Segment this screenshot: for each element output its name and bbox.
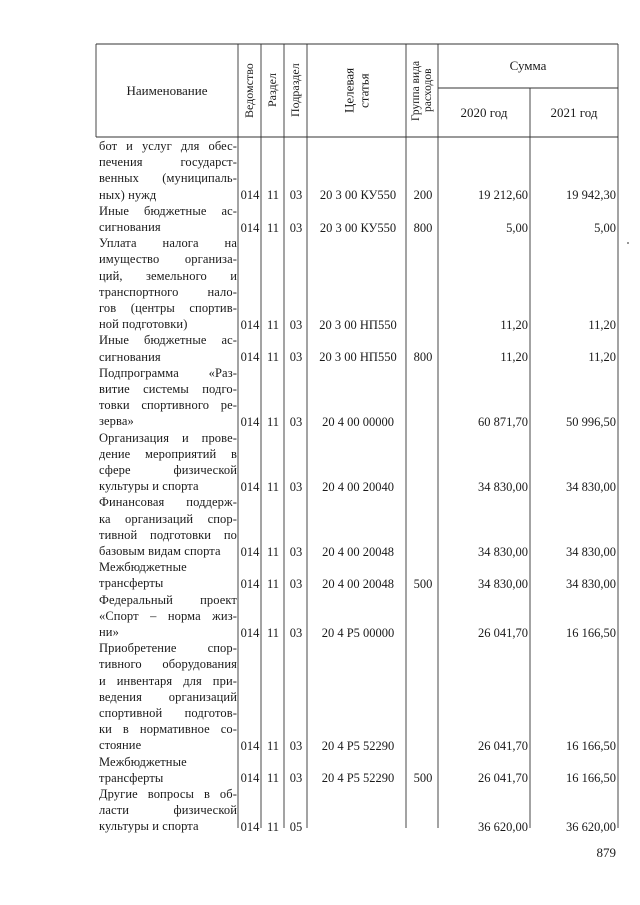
row-celevaya-statya: 20 3 00 КУ550: [319, 188, 397, 203]
row-name: [99, 332, 237, 364]
row-name-line: «Спорт – норма жиз-: [99, 608, 237, 623]
row-sum-2020: 26 041,70: [478, 771, 528, 786]
row-sum-2020: 11,20: [500, 350, 528, 365]
row-podrazdel: 03: [289, 350, 303, 365]
row-name: [99, 203, 237, 235]
row-sum-2020: 19 212,60: [478, 188, 528, 203]
row-name: [99, 592, 237, 641]
row-podrazdel: 03: [289, 317, 303, 332]
row-celevaya-statya: 20 3 00 НП550: [319, 350, 397, 365]
row-name-line: Организация и прове-: [99, 430, 237, 445]
row-name: [99, 494, 237, 559]
row-sum-2021: 34 830,00: [566, 544, 616, 559]
row-sum-2021: 16 166,50: [566, 738, 616, 753]
row-razdel: 11: [266, 220, 280, 235]
row-name-line: стояние: [99, 738, 142, 753]
row-name-line: ведения организаций: [99, 689, 237, 704]
row-name-line: культуры и спорта: [99, 819, 199, 834]
row-razdel: 11: [266, 819, 280, 834]
row-sum-2021: 16 166,50: [566, 625, 616, 640]
row-vedomstvo: 014: [240, 350, 260, 365]
row-name-line: тивной подготовки по: [99, 527, 237, 542]
row-razdel: 11: [266, 738, 280, 753]
row-name-line: сигнования: [99, 349, 161, 364]
row-vedomstvo: 014: [240, 317, 260, 332]
row-name: [99, 430, 237, 495]
row-sum-2021: 19 942,30: [566, 188, 616, 203]
row-vedomstvo: 014: [240, 544, 260, 559]
row-sum-2021: 11,20: [588, 317, 616, 332]
row-name-line: венных (муниципаль-: [99, 171, 237, 186]
row-celevaya-statya: 20 3 00 НП550: [319, 317, 397, 332]
row-name-line: Иные бюджетные ас-: [99, 203, 237, 218]
row-sum-2021: 34 830,00: [566, 576, 616, 591]
row-name-line: бот и услуг для обес-: [99, 139, 237, 153]
row-name-line: Приобретение спор-: [99, 641, 237, 656]
row-sum-2021: 50 996,50: [566, 414, 616, 429]
row-name-line: ки в нормативное со-: [99, 722, 237, 737]
row-celevaya-statya: 20 4 00 20048: [322, 576, 394, 591]
row-sum-2020: 26 041,70: [478, 738, 528, 753]
row-razdel: 11: [266, 625, 280, 640]
header-podrazdel: Подраздел: [288, 63, 302, 118]
row-vedomstvo: 014: [240, 188, 260, 203]
row-sum-2020: 34 830,00: [478, 479, 528, 494]
row-sum-2021: 5,00: [594, 220, 616, 235]
header-celevaya-statya: Целевая статья: [341, 67, 372, 114]
row-name: [99, 559, 237, 591]
row-name-line: Межбюджетные: [99, 560, 187, 575]
row-vedomstvo: 014: [240, 576, 260, 591]
row-name: [99, 754, 237, 786]
row-name-line: товки спортивного ре-: [99, 398, 237, 413]
row-sum-2021: 16 166,50: [566, 771, 616, 786]
scan-speck: [627, 242, 629, 244]
row-name-line: трансферты: [99, 770, 164, 785]
row-vedomstvo: 014: [240, 479, 260, 494]
row-razdel: 11: [266, 414, 280, 429]
row-gruppa-vida: 500: [413, 771, 433, 786]
row-name-line: спортивной подготов-: [99, 705, 237, 720]
row-celevaya-statya: 20 3 00 КУ550: [319, 220, 397, 235]
row-gruppa-vida: 200: [413, 188, 433, 203]
row-name: [99, 235, 237, 332]
row-name-line: ций, земельного и: [99, 268, 237, 283]
row-name-line: ной подготовки): [99, 317, 188, 332]
row-podrazdel: 03: [289, 738, 303, 753]
row-sum-2021: 34 830,00: [566, 479, 616, 494]
row-sum-2021: 36 620,00: [566, 819, 616, 834]
row-podrazdel: 03: [289, 414, 303, 429]
row-name-line: и инвентаря для при-: [99, 673, 237, 688]
row-podrazdel: 05: [289, 819, 303, 834]
row-razdel: 11: [266, 188, 280, 203]
row-vedomstvo: 014: [240, 771, 260, 786]
row-celevaya-statya: 20 4 00 00000: [322, 414, 394, 429]
row-vedomstvo: 014: [240, 414, 260, 429]
row-name-line: гов (центры спортив-: [99, 300, 237, 315]
row-name-line: витие системы подго-: [99, 381, 237, 396]
row-sum-2020: 5,00: [506, 220, 528, 235]
row-vedomstvo: 014: [240, 625, 260, 640]
row-sum-2020: 34 830,00: [478, 544, 528, 559]
row-gruppa-vida: 800: [413, 350, 433, 365]
header-gruppa-vida-raskhodov: Группа вида расходов: [410, 60, 434, 121]
row-name-line: базовым видам спорта: [99, 543, 221, 558]
row-name-line: культуры и спорта: [99, 479, 199, 494]
row-name: [99, 640, 237, 753]
row-podrazdel: 03: [289, 220, 303, 235]
row-name-line: сигнования: [99, 219, 161, 234]
row-name-line: сфере физической: [99, 462, 237, 477]
header-name: Наименование: [126, 82, 208, 98]
row-celevaya-statya: 20 4 00 20040: [322, 479, 394, 494]
header-razdel: Раздел: [265, 73, 279, 108]
row-name-line: трансферты: [99, 576, 164, 591]
row-razdel: 11: [266, 479, 280, 494]
row-name-line: Другие вопросы в об-: [99, 787, 237, 801]
row-name-line: имущество организа-: [99, 252, 237, 267]
row-name-line: печения государст-: [99, 155, 237, 170]
row-podrazdel: 03: [289, 544, 303, 559]
row-podrazdel: 03: [289, 576, 303, 591]
row-razdel: 11: [266, 771, 280, 786]
row-podrazdel: 03: [289, 771, 303, 786]
row-gruppa-vida: 800: [413, 220, 433, 235]
row-name-line: зерва»: [99, 414, 134, 429]
row-razdel: 11: [266, 350, 280, 365]
row-podrazdel: 03: [289, 625, 303, 640]
row-razdel: 11: [266, 317, 280, 332]
row-sum-2020: 36 620,00: [478, 819, 528, 834]
row-sum-2020: 26 041,70: [478, 625, 528, 640]
row-razdel: 11: [266, 544, 280, 559]
row-name-line: Подпрограмма «Раз-: [99, 365, 237, 380]
row-vedomstvo: 014: [240, 220, 260, 235]
row-name: [99, 786, 237, 835]
row-vedomstvo: 014: [240, 819, 260, 834]
row-celevaya-statya: 20 4 Р5 00000: [321, 625, 395, 640]
row-name-line: ни»: [99, 624, 119, 639]
page-number: 879: [596, 845, 616, 860]
row-gruppa-vida: 500: [413, 576, 433, 591]
row-razdel: 11: [266, 576, 280, 591]
header-vedomstvo: Ведомство: [242, 63, 256, 118]
row-name-line: тивного оборудования: [99, 657, 237, 672]
row-name-line: транспортного нало-: [99, 284, 237, 299]
row-name-line: Федеральный проект: [99, 592, 237, 607]
row-name-line: Межбюджетные: [99, 754, 187, 769]
row-celevaya-statya: 20 4 Р5 52290: [321, 738, 395, 753]
row-name-line: Иные бюджетные ас-: [99, 333, 237, 348]
header-year-2021: 2021 год: [550, 104, 598, 120]
row-name-line: ных) нужд: [99, 187, 157, 202]
row-name-line: дение мероприятий в: [99, 446, 237, 461]
row-name-line: Финансовая поддерж-: [99, 495, 237, 510]
row-sum-2021: 11,20: [588, 350, 616, 365]
row-podrazdel: 03: [289, 188, 303, 203]
row-name: [99, 365, 237, 430]
header-summa: Сумма: [509, 58, 547, 73]
row-celevaya-statya: 20 4 Р5 52290: [321, 771, 395, 786]
row-vedomstvo: 014: [240, 738, 260, 753]
row-name-line: ка организаций спор-: [99, 511, 237, 526]
row-sum-2020: 34 830,00: [478, 576, 528, 591]
row-sum-2020: 60 871,70: [478, 414, 528, 429]
row-name: [99, 138, 237, 203]
row-name-line: ласти физической: [99, 803, 237, 818]
row-celevaya-statya: 20 4 00 20048: [322, 544, 394, 559]
row-podrazdel: 03: [289, 479, 303, 494]
row-name-line: Уплата налога на: [99, 236, 237, 251]
row-sum-2020: 11,20: [500, 317, 528, 332]
header-year-2020: 2020 год: [460, 104, 508, 120]
